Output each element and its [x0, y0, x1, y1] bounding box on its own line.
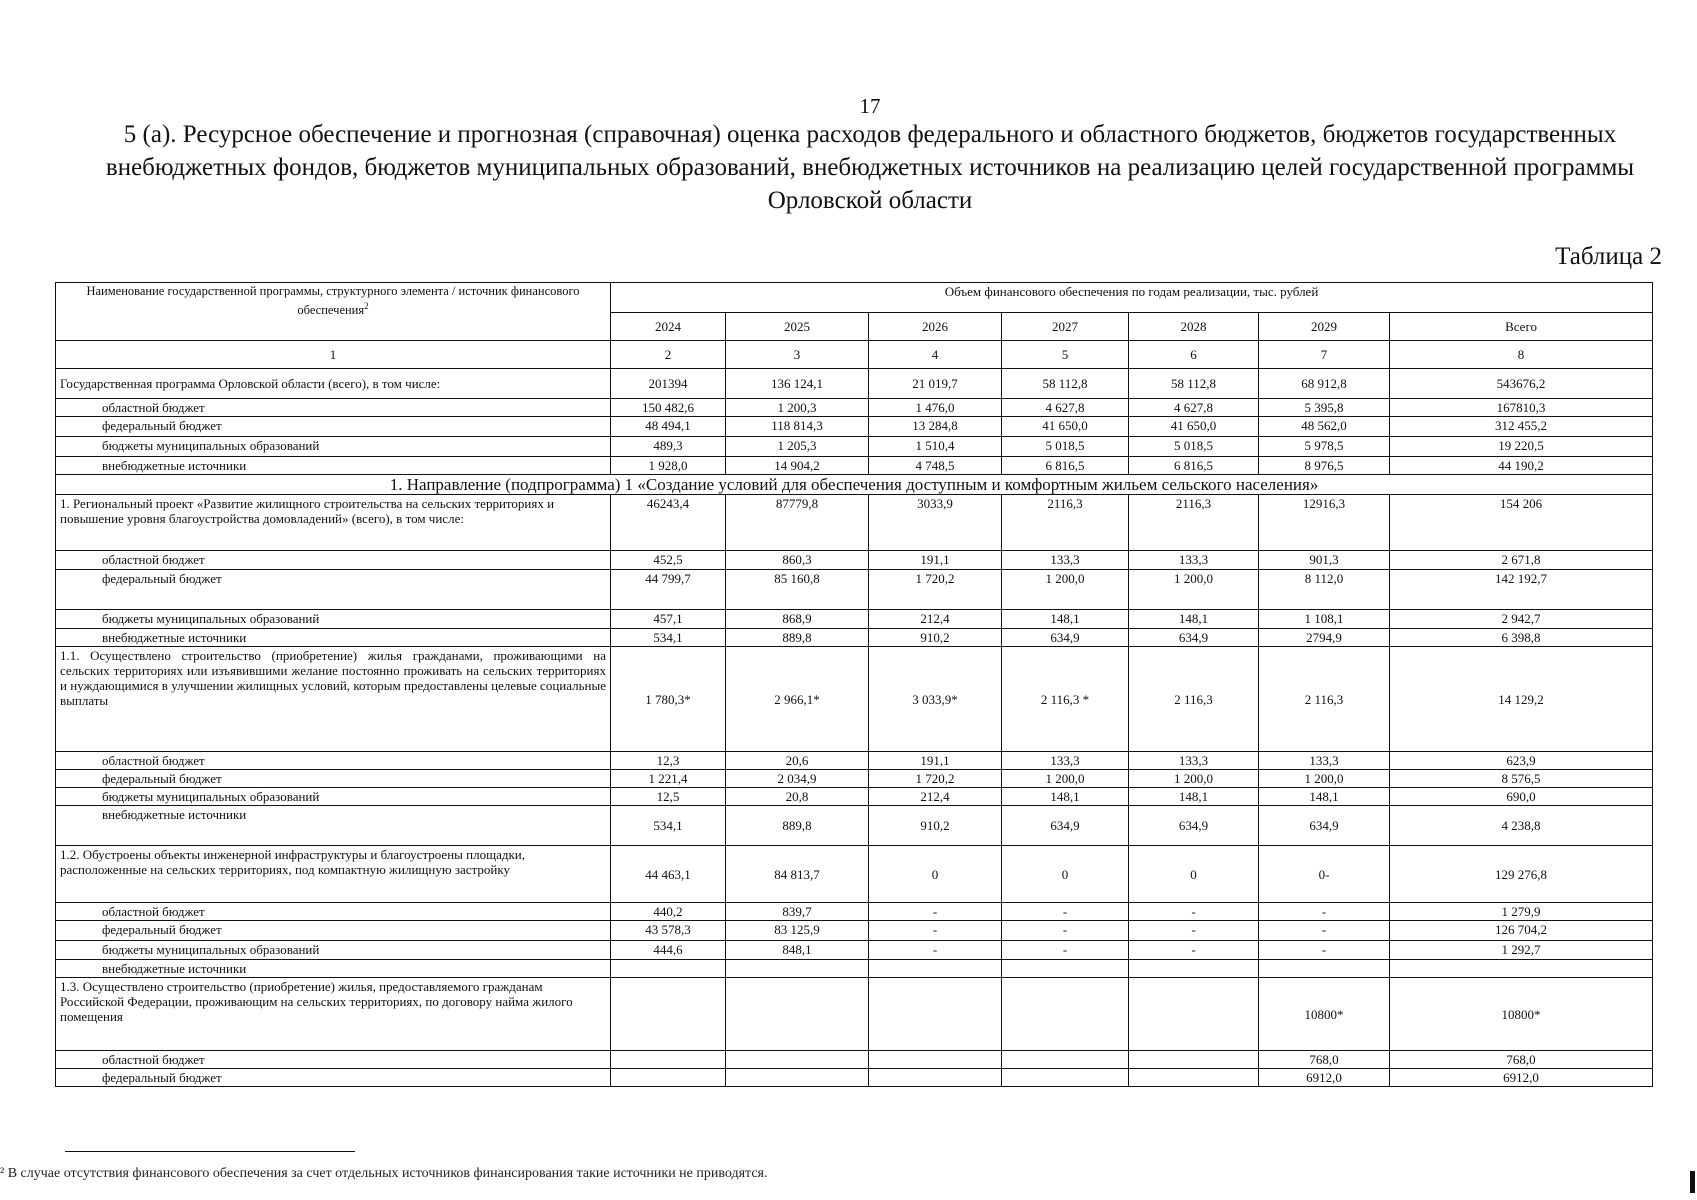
- col-number: 8: [1390, 341, 1653, 369]
- value-cell: 148,1: [1002, 610, 1129, 629]
- source-row: [56, 457, 1653, 475]
- value-cell: 43 578,3: [611, 921, 726, 941]
- project-row: [56, 495, 1653, 551]
- total-value-cell: 44 190,2: [1390, 457, 1653, 475]
- value-cell: 2 116,3: [1259, 647, 1390, 752]
- col-number: 3: [726, 341, 869, 369]
- value-cell: 118 814,3: [726, 417, 869, 437]
- col-number: 2: [611, 341, 726, 369]
- value-cell: 534,1: [611, 806, 726, 846]
- value-cell: -: [1259, 921, 1390, 941]
- value-cell: 0-: [1259, 846, 1390, 903]
- value-cell: [1129, 960, 1259, 978]
- row-name: внебюджетные источники: [56, 457, 611, 475]
- value-cell: [611, 978, 726, 1051]
- total-value-cell: 623,9: [1390, 752, 1653, 770]
- value-cell: [869, 960, 1002, 978]
- value-cell: 148,1: [1129, 788, 1259, 806]
- value-cell: 5 018,5: [1129, 437, 1259, 457]
- value-cell: -: [1002, 903, 1129, 921]
- source-row: [56, 941, 1653, 960]
- budget-table: [55, 282, 1653, 1087]
- value-cell: 44 463,1: [611, 846, 726, 903]
- value-cell: 1 720,2: [869, 770, 1002, 788]
- value-cell: 4 627,8: [1129, 399, 1259, 417]
- row-name: 1. Региональный проект «Развитие жилищного строительства на сельских территориях и повышение уровня благоустройства домовладений» (всего), в том числе:: [56, 495, 611, 551]
- value-cell: -: [1129, 903, 1259, 921]
- header-footnote-mark: 2: [364, 301, 369, 311]
- value-cell: 1 720,2: [869, 570, 1002, 610]
- value-cell: 910,2: [869, 806, 1002, 846]
- value-cell: 848,1: [726, 941, 869, 960]
- value-cell: 2 116,3: [1129, 647, 1259, 752]
- value-cell: 3033,9: [869, 495, 1002, 551]
- col-number: 1: [56, 341, 611, 369]
- value-cell: 2 034,9: [726, 770, 869, 788]
- source-row: [56, 437, 1653, 457]
- value-cell: -: [1002, 921, 1129, 941]
- value-cell: 1 510,4: [869, 437, 1002, 457]
- source-row: [56, 788, 1653, 806]
- row-name: бюджеты муниципальных образований: [56, 437, 611, 457]
- year-cell: 2028: [1129, 313, 1259, 341]
- value-cell: 133,3: [1002, 551, 1129, 570]
- col-number: 4: [869, 341, 1002, 369]
- value-cell: 839,7: [726, 903, 869, 921]
- source-row: [56, 770, 1653, 788]
- value-cell: 20,8: [726, 788, 869, 806]
- total-value-cell: 2 671,8: [1390, 551, 1653, 570]
- col-number: 5: [1002, 341, 1129, 369]
- value-cell: 0: [1002, 846, 1129, 903]
- total-value-cell: 6 398,8: [1390, 629, 1653, 647]
- value-cell: 1 780,3*: [611, 647, 726, 752]
- value-cell: 860,3: [726, 551, 869, 570]
- source-row: [56, 629, 1653, 647]
- value-cell: 1 200,0: [1129, 570, 1259, 610]
- total-value-cell: 768,0: [1390, 1051, 1653, 1069]
- total-value-cell: 1 279,9: [1390, 903, 1653, 921]
- value-cell: 10800*: [1259, 978, 1390, 1051]
- value-cell: 634,9: [1002, 629, 1129, 647]
- row-name: областной бюджет: [56, 399, 611, 417]
- value-cell: 133,3: [1002, 752, 1129, 770]
- value-cell: 5 395,8: [1259, 399, 1390, 417]
- value-cell: 2116,3: [1129, 495, 1259, 551]
- value-cell: 457,1: [611, 610, 726, 629]
- total-value-cell: 14 129,2: [1390, 647, 1653, 752]
- header-name-cell: [56, 283, 611, 341]
- value-cell: 148,1: [1259, 788, 1390, 806]
- value-cell: [611, 1051, 726, 1069]
- value-cell: [869, 1069, 1002, 1087]
- value-cell: 20,6: [726, 752, 869, 770]
- value-cell: 1 928,0: [611, 457, 726, 475]
- year-cell: 2025: [726, 313, 869, 341]
- value-cell: 148,1: [1002, 788, 1129, 806]
- row-name: внебюджетные источники: [56, 629, 611, 647]
- source-row: [56, 806, 1653, 846]
- source-row: [56, 551, 1653, 570]
- value-cell: [1002, 978, 1129, 1051]
- total-value-cell: 312 455,2: [1390, 417, 1653, 437]
- total-value-cell: 6912,0: [1390, 1069, 1653, 1087]
- value-cell: 910,2: [869, 629, 1002, 647]
- value-cell: 14 904,2: [726, 457, 869, 475]
- row-name: бюджеты муниципальных образований: [56, 788, 611, 806]
- section-heading-row: [56, 475, 1653, 495]
- total-value-cell: 690,0: [1390, 788, 1653, 806]
- value-cell: -: [869, 941, 1002, 960]
- year-cell: 2027: [1002, 313, 1129, 341]
- row-name: областной бюджет: [56, 1051, 611, 1069]
- value-cell: 1 200,0: [1259, 770, 1390, 788]
- value-cell: 201394: [611, 369, 726, 399]
- value-cell: [1129, 1069, 1259, 1087]
- value-cell: -: [869, 921, 1002, 941]
- footnote: ² В случае отсутствия финансового обеспечения за счет отдельных источников финансирования такие источники не приводятся.: [0, 1166, 768, 1181]
- value-cell: [611, 960, 726, 978]
- total-value-cell: 4 238,8: [1390, 806, 1653, 846]
- value-cell: 13 284,8: [869, 417, 1002, 437]
- row-name: федеральный бюджет: [56, 570, 611, 610]
- value-cell: 901,3: [1259, 551, 1390, 570]
- total-value-cell: 126 704,2: [1390, 921, 1653, 941]
- document-title: 5 (а). Ресурсное обеспечение и прогнозная (справочная) оценка расходов федерального и областного бюджетов, бюджетов государственных внебюджетных фондов, бюджетов муниципальных образований, внебюджетных источников на реализацию целей государственной программы Орловской области: [105, 121, 1635, 214]
- value-cell: 48 494,1: [611, 417, 726, 437]
- value-cell: 634,9: [1129, 629, 1259, 647]
- row-name: федеральный бюджет: [56, 1069, 611, 1087]
- value-cell: 1 200,3: [726, 399, 869, 417]
- value-cell: 8 112,0: [1259, 570, 1390, 610]
- value-cell: 12916,3: [1259, 495, 1390, 551]
- value-cell: 41 650,0: [1129, 417, 1259, 437]
- value-cell: 0: [1129, 846, 1259, 903]
- col-number: 6: [1129, 341, 1259, 369]
- value-cell: [726, 1069, 869, 1087]
- value-cell: 8 976,5: [1259, 457, 1390, 475]
- total-value-cell: [1390, 960, 1653, 978]
- value-cell: 5 018,5: [1002, 437, 1129, 457]
- value-cell: [869, 1051, 1002, 1069]
- value-cell: 68 912,8: [1259, 369, 1390, 399]
- value-cell: 212,4: [869, 610, 1002, 629]
- value-cell: 2 966,1*: [726, 647, 869, 752]
- value-cell: 1 476,0: [869, 399, 1002, 417]
- row-name: областной бюджет: [56, 551, 611, 570]
- value-cell: [726, 978, 869, 1051]
- value-cell: -: [1259, 903, 1390, 921]
- year-cell: 2026: [869, 313, 1002, 341]
- year-cell: 2029: [1259, 313, 1390, 341]
- row-name: внебюджетные источники: [56, 960, 611, 978]
- value-cell: 1 200,0: [1002, 770, 1129, 788]
- value-cell: 2116,3: [1002, 495, 1129, 551]
- value-cell: 634,9: [1259, 806, 1390, 846]
- value-cell: 634,9: [1129, 806, 1259, 846]
- value-cell: [1002, 1051, 1129, 1069]
- value-cell: -: [1129, 921, 1259, 941]
- scan-edge-mark: [1690, 1171, 1695, 1193]
- project-row: [56, 846, 1653, 903]
- value-cell: 12,5: [611, 788, 726, 806]
- value-cell: [726, 960, 869, 978]
- value-cell: 489,3: [611, 437, 726, 457]
- row-name: федеральный бюджет: [56, 770, 611, 788]
- source-row: [56, 610, 1653, 629]
- value-cell: 1 200,0: [1129, 770, 1259, 788]
- value-cell: 768,0: [1259, 1051, 1390, 1069]
- row-name: федеральный бюджет: [56, 921, 611, 941]
- year-total-cell: Всего: [1390, 313, 1653, 341]
- value-cell: 87779,8: [726, 495, 869, 551]
- row-name: областной бюджет: [56, 752, 611, 770]
- total-value-cell: 167810,3: [1390, 399, 1653, 417]
- value-cell: 889,8: [726, 806, 869, 846]
- value-cell: 2794,9: [1259, 629, 1390, 647]
- value-cell: 44 799,7: [611, 570, 726, 610]
- row-name: 1.1. Осуществлено строительство (приобретение) жилья гражданами, проживающими на сельских территориях или изъявившими желание постоянно проживать на сельских территориях и нуждающимися в улучшении жилищных условий, которым предоставлены целевые социальные выплаты: [56, 647, 611, 752]
- value-cell: 46243,4: [611, 495, 726, 551]
- program-total-row: [56, 369, 1653, 399]
- row-name: областной бюджет: [56, 903, 611, 921]
- row-name: 1.2. Обустроены объекты инженерной инфраструктуры и благоустроены площадки, расположенные на сельских территориях, под компактную жилищную застройку: [56, 846, 611, 903]
- value-cell: [1129, 1051, 1259, 1069]
- row-name: бюджеты муниципальных образований: [56, 610, 611, 629]
- value-cell: 48 562,0: [1259, 417, 1390, 437]
- value-cell: 6 816,5: [1002, 457, 1129, 475]
- total-value-cell: 19 220,5: [1390, 437, 1653, 457]
- value-cell: 889,8: [726, 629, 869, 647]
- value-cell: 191,1: [869, 752, 1002, 770]
- total-value-cell: 2 942,7: [1390, 610, 1653, 629]
- source-row: [56, 1051, 1653, 1069]
- total-value-cell: 154 206: [1390, 495, 1653, 551]
- row-name: федеральный бюджет: [56, 417, 611, 437]
- value-cell: 191,1: [869, 551, 1002, 570]
- source-row: [56, 1069, 1653, 1087]
- value-cell: [1002, 960, 1129, 978]
- col-number: 7: [1259, 341, 1390, 369]
- value-cell: 2 116,3 *: [1002, 647, 1129, 752]
- value-cell: 1 108,1: [1259, 610, 1390, 629]
- row-name: Государственная программа Орловской области (всего), в том числе:: [56, 369, 611, 399]
- value-cell: 133,3: [1129, 752, 1259, 770]
- value-cell: -: [1259, 941, 1390, 960]
- header-row: [56, 283, 1653, 313]
- header-name: Наименование государственной программы, структурного элемента / источник финансового обеспечения: [86, 284, 580, 318]
- page-number: 17: [859, 94, 881, 118]
- value-cell: 133,3: [1129, 551, 1259, 570]
- value-cell: 634,9: [1002, 806, 1129, 846]
- value-cell: -: [1002, 941, 1129, 960]
- year-cell: 2024: [611, 313, 726, 341]
- value-cell: 84 813,7: [726, 846, 869, 903]
- total-value-cell: 543676,2: [1390, 369, 1653, 399]
- value-cell: 6912,0: [1259, 1069, 1390, 1087]
- value-cell: 1 205,3: [726, 437, 869, 457]
- value-cell: 85 160,8: [726, 570, 869, 610]
- source-row: [56, 752, 1653, 770]
- value-cell: -: [1129, 941, 1259, 960]
- value-cell: [1129, 978, 1259, 1051]
- header-volume: Объем финансового обеспечения по годам реализации, тыс. рублей: [611, 283, 1653, 313]
- value-cell: 1 221,4: [611, 770, 726, 788]
- value-cell: 5 978,5: [1259, 437, 1390, 457]
- value-cell: 136 124,1: [726, 369, 869, 399]
- value-cell: 83 125,9: [726, 921, 869, 941]
- value-cell: 12,3: [611, 752, 726, 770]
- total-value-cell: 8 576,5: [1390, 770, 1653, 788]
- value-cell: 4 748,5: [869, 457, 1002, 475]
- value-cell: 58 112,8: [1129, 369, 1259, 399]
- source-row: [56, 570, 1653, 610]
- value-cell: 150 482,6: [611, 399, 726, 417]
- value-cell: 452,5: [611, 551, 726, 570]
- value-cell: 21 019,7: [869, 369, 1002, 399]
- section-title: 1. Направление (подпрограмма) 1 «Создание условий для обеспечения доступным и комфортным жильем сельского населения»: [56, 475, 1653, 495]
- value-cell: 868,9: [726, 610, 869, 629]
- total-value-cell: 142 192,7: [1390, 570, 1653, 610]
- value-cell: [1002, 1069, 1129, 1087]
- source-row: [56, 921, 1653, 941]
- total-value-cell: 1 292,7: [1390, 941, 1653, 960]
- value-cell: [1259, 960, 1390, 978]
- value-cell: 440,2: [611, 903, 726, 921]
- value-cell: [869, 978, 1002, 1051]
- project-row: [56, 647, 1653, 752]
- row-name: бюджеты муниципальных образований: [56, 941, 611, 960]
- value-cell: [726, 1051, 869, 1069]
- value-cell: 4 627,8: [1002, 399, 1129, 417]
- value-cell: 444,6: [611, 941, 726, 960]
- total-value-cell: 129 276,8: [1390, 846, 1653, 903]
- row-name: 1.3. Осуществлено строительство (приобретение) жилья, предоставляемого гражданам Российской Федерации, проживающим на сельских территориях, по договору найма жилого помещения: [56, 978, 611, 1051]
- value-cell: 6 816,5: [1129, 457, 1259, 475]
- row-name: внебюджетные источники: [56, 806, 611, 846]
- value-cell: 133,3: [1259, 752, 1390, 770]
- value-cell: 41 650,0: [1002, 417, 1129, 437]
- total-value-cell: 10800*: [1390, 978, 1653, 1051]
- value-cell: 3 033,9*: [869, 647, 1002, 752]
- source-row: [56, 417, 1653, 437]
- value-cell: 0: [869, 846, 1002, 903]
- value-cell: 534,1: [611, 629, 726, 647]
- column-numbers-row: [56, 341, 1653, 369]
- footnote-separator: [65, 1151, 355, 1152]
- source-row: [56, 960, 1653, 978]
- value-cell: 148,1: [1129, 610, 1259, 629]
- table-label: Таблица 2: [1555, 243, 1662, 270]
- source-row: [56, 903, 1653, 921]
- value-cell: -: [869, 903, 1002, 921]
- value-cell: [611, 1069, 726, 1087]
- value-cell: 58 112,8: [1002, 369, 1129, 399]
- value-cell: 212,4: [869, 788, 1002, 806]
- source-row: [56, 399, 1653, 417]
- project-row: [56, 978, 1653, 1051]
- value-cell: 1 200,0: [1002, 570, 1129, 610]
